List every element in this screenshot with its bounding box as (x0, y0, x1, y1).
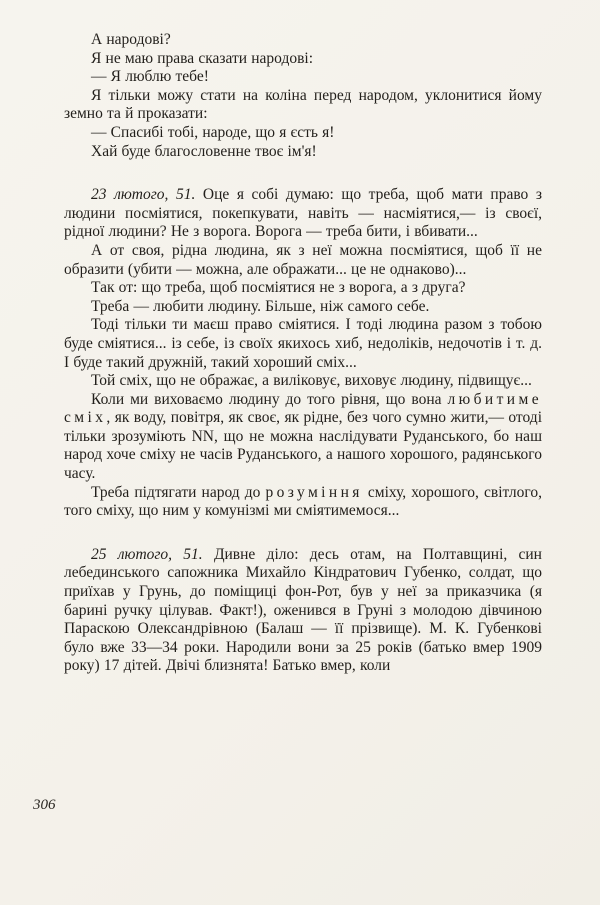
paragraph-text: сміху, хорошого, світлого, того сміху, що ним у комунізмі ми сміятимемося... (64, 483, 542, 520)
page-text (64, 31, 542, 676)
diary-entry-paragraph (64, 546, 542, 676)
paragraph-text: А народові? (91, 31, 171, 48)
paragraph (64, 279, 542, 298)
paragraph-text: Оце я собі думаю: що треба, щоб мати право з людини посміятися, покепкувати, навіть — насміятися,— із своєї, рідної людини? Не з ворога. Ворога — треба бити, і вбивати... (64, 186, 542, 241)
dialogue-line (64, 31, 542, 50)
dialogue-line (64, 124, 542, 143)
dialogue-line (64, 87, 542, 124)
dialogue-line (64, 143, 542, 162)
page-number: 306 (33, 797, 56, 813)
paragraph-text: Тоді тільки ти маєш право сміятися. І тоді людина разом з тобою буде сміятися... із себе, із своїх якихось хиб, недоліків, недочотів і т. д. І буде такий дружній, такий хороший сміх... (64, 316, 542, 371)
paragraph-text: Так от: що треба, щоб посміятися не з ворога, а з друга? (91, 279, 466, 297)
paragraph (64, 484, 542, 521)
paragraph-text: , як воду, повітря, як своє, як рідне, без чого сумно жити,— отоді тільки зрозуміють NN, що не можна наслідувати Руданського, бо наш народ хоче сміху не часів Руданського, а нашого хорошого, радянського часу. (64, 409, 542, 483)
paragraph (64, 372, 542, 391)
paragraph (64, 298, 542, 317)
paragraph-text: — Спасибі тобі, народе, що я єсть я! (91, 123, 335, 141)
paragraph-text: — Я люблю тебе! (91, 68, 209, 86)
paragraph-text: А от своя, рідна людина, як з неї можна посміятися, щоб її не образити (убити — можна, але ображати... це не однаково)... (64, 241, 542, 278)
entry-date: 23 лютого, 51. (91, 186, 196, 204)
emphasized-text: любитиме сміх (64, 390, 542, 427)
paragraph-text: Коли ми виховаємо людину до того рівня, що вона (91, 390, 448, 408)
paragraph-text: Я не маю права сказати народові: (91, 49, 314, 67)
emphasized-text: розуміння (265, 483, 363, 501)
paragraph (64, 242, 542, 279)
paragraph-text: Треба — любити людину. Більше, ніж самого себе. (91, 297, 430, 315)
dialogue-line (64, 68, 542, 87)
diary-entry-paragraph (64, 186, 542, 242)
paragraph-text: Дивне діло: десь отам, на Полтавщині, син лебединського сапожника Михайло Кіндратович Губенко, солдат, що приїхав у Грунь, до поміщиці фон-Рот, був у неї за приказчика (я барині ручку цілував. Факт!), оженився в Груні з молодою дівчиною Параскою Олександрівною (Балаш — її прізвище). М. К. Губенкові було вже 33—34 роки. Народили вони за 25 років (батько вмер 1909 року) 17 дітей. Двічі близнята! Батько вмер, коли (64, 545, 542, 675)
paragraph (64, 391, 542, 484)
paragraph-text: Той сміх, що не ображає, а виліковує, виховує людину, підвищує... (91, 372, 532, 390)
entry-date: 25 лютого, 51. (91, 545, 203, 563)
dialogue-line (64, 50, 542, 69)
paragraph (64, 316, 542, 372)
paragraph-text: Хай буде благословенне твоє ім'я! (91, 142, 317, 160)
paragraph-text: Я тільки можу стати на коліна перед народом, уклонитися йому земно та й проказати: (64, 86, 542, 123)
paragraph-text: Треба підтягати народ до (91, 483, 266, 501)
